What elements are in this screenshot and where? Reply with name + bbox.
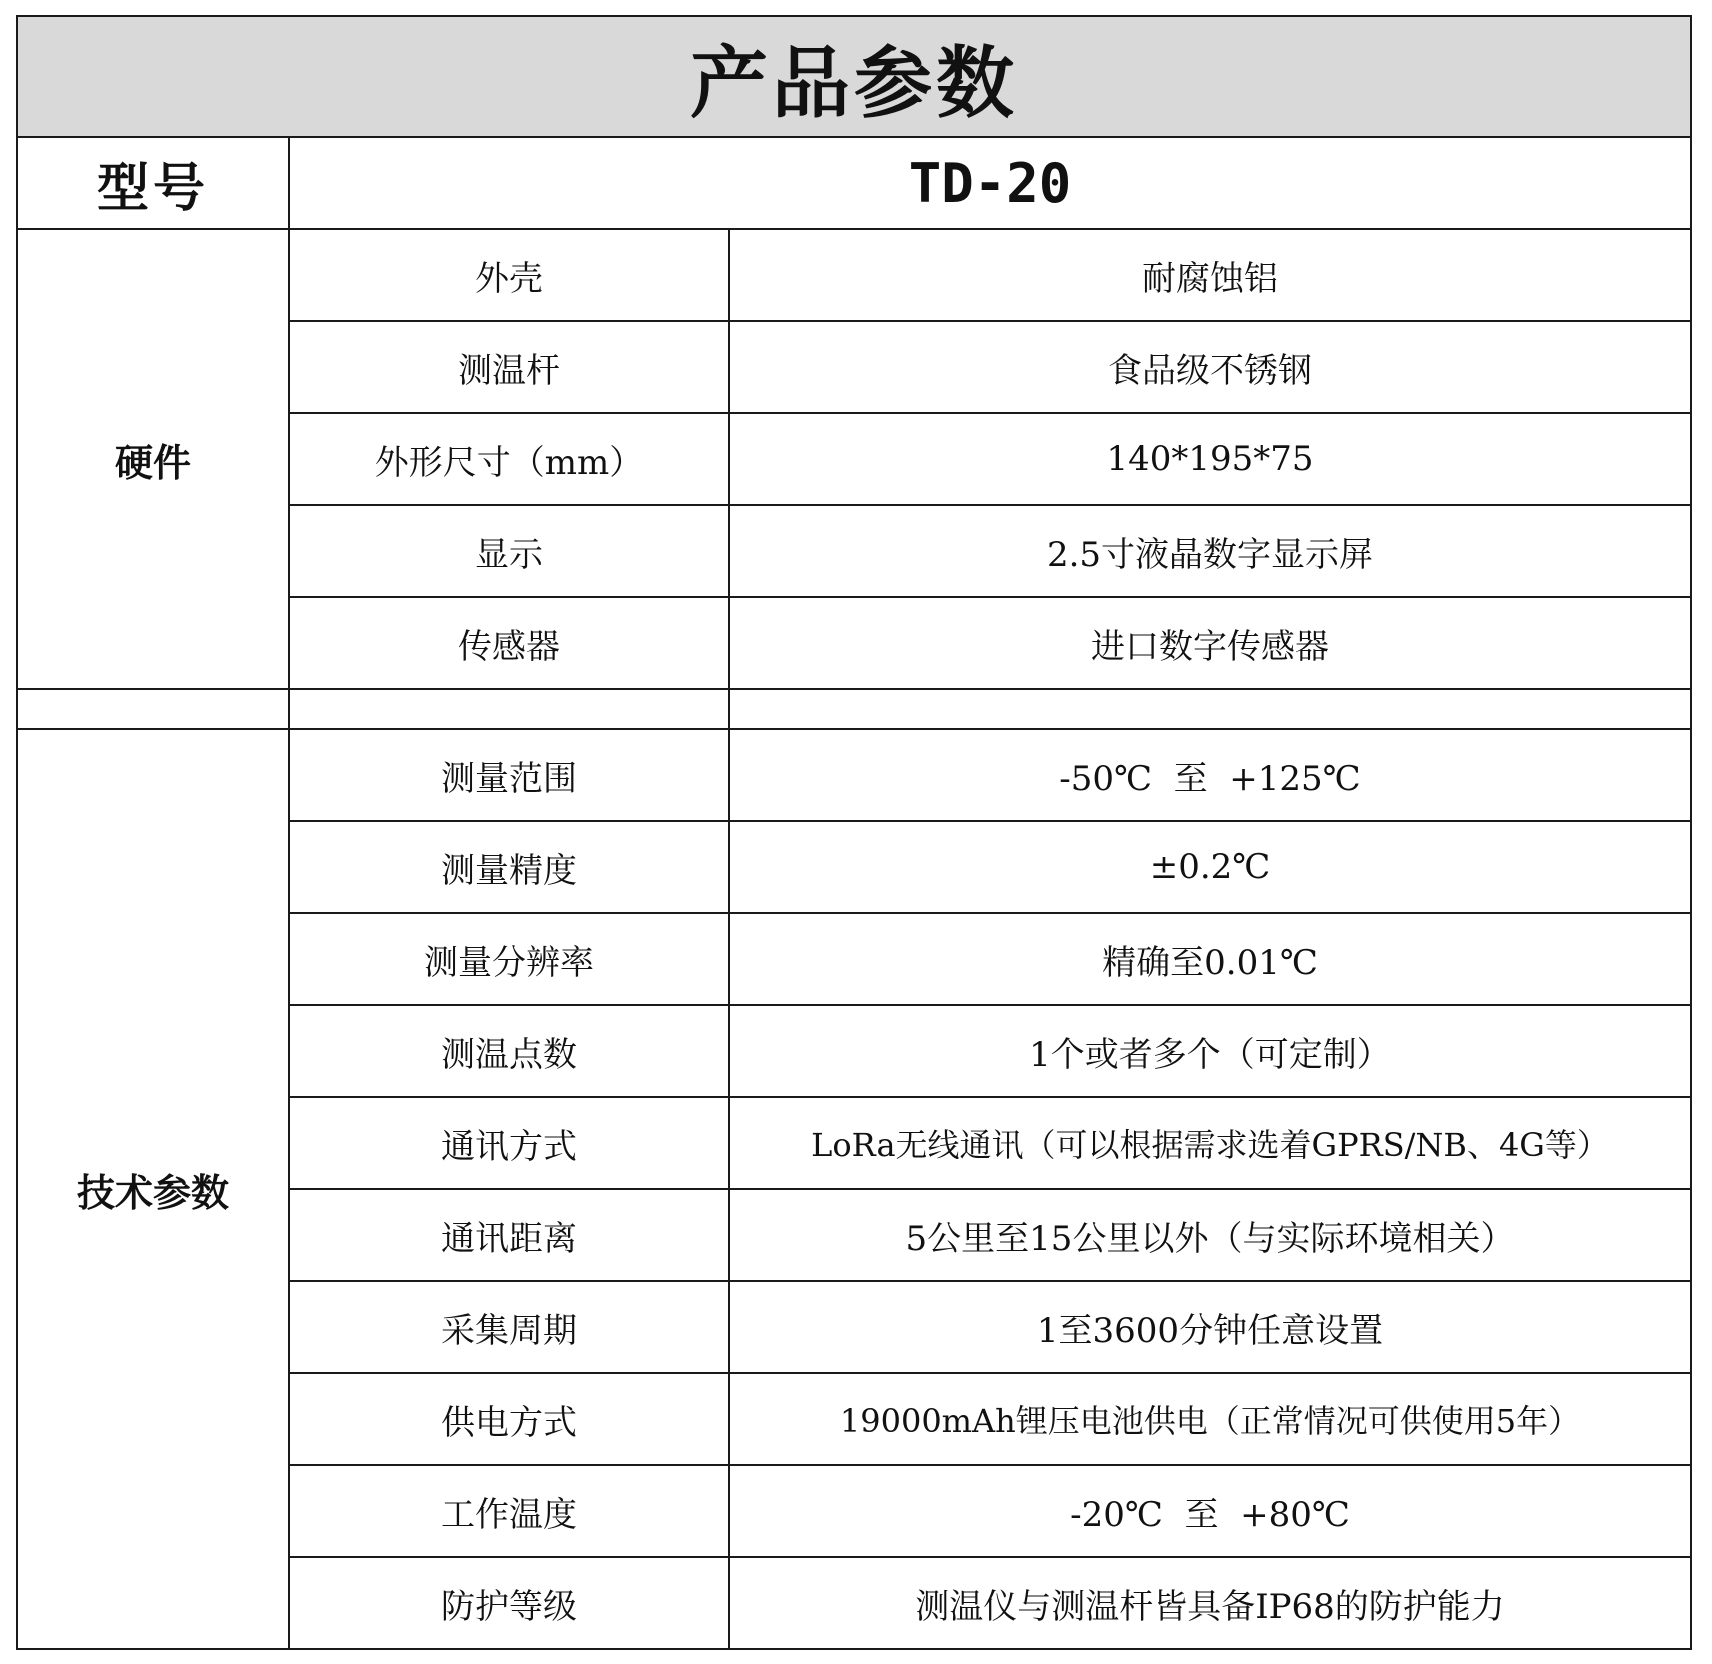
product-spec-table	[16, 15, 1692, 1650]
param-value: 耐腐蚀铝	[729, 229, 1691, 321]
empty-cell	[729, 689, 1691, 729]
param-name: 供电方式	[289, 1373, 729, 1465]
model-label: 型号	[17, 137, 289, 229]
param-value: LoRa无线通讯（可以根据需求选着GPRS/NB、4G等）	[729, 1097, 1691, 1189]
param-name: 采集周期	[289, 1281, 729, 1373]
table-row	[17, 229, 1691, 321]
param-name: 测量范围	[289, 729, 729, 821]
param-name: 工作温度	[289, 1465, 729, 1557]
table-title: 产品参数	[17, 16, 1691, 137]
param-value: 进口数字传感器	[729, 597, 1691, 689]
param-value: 1至3600分钟任意设置	[729, 1281, 1691, 1373]
param-name: 通讯方式	[289, 1097, 729, 1189]
title-row	[17, 16, 1691, 137]
model-row	[17, 137, 1691, 229]
group-label-hardware: 硬件	[17, 229, 289, 689]
param-name: 测量精度	[289, 821, 729, 913]
group-label-technical: 技术参数	[17, 729, 289, 1649]
spacer-row	[17, 689, 1691, 729]
empty-cell	[289, 689, 729, 729]
param-name: 外形尺寸（mm）	[289, 413, 729, 505]
param-name: 显示	[289, 505, 729, 597]
param-value: 1个或者多个（可定制）	[729, 1005, 1691, 1097]
param-value: 5公里至15公里以外（与实际环境相关）	[729, 1189, 1691, 1281]
param-name: 测温点数	[289, 1005, 729, 1097]
param-value: ±0.2℃	[729, 821, 1691, 913]
param-name: 测温杆	[289, 321, 729, 413]
empty-cell	[17, 689, 289, 729]
model-value: TD-20	[289, 137, 1691, 229]
param-value: -50℃ 至 +125℃	[729, 729, 1691, 821]
param-name: 传感器	[289, 597, 729, 689]
param-value: -20℃ 至 +80℃	[729, 1465, 1691, 1557]
param-name: 测量分辨率	[289, 913, 729, 1005]
param-name: 通讯距离	[289, 1189, 729, 1281]
param-name: 防护等级	[289, 1557, 729, 1649]
param-value: 2.5寸液晶数字显示屏	[729, 505, 1691, 597]
param-value: 19000mAh锂压电池供电（正常情况可供使用5年）	[729, 1373, 1691, 1465]
param-value: 测温仪与测温杆皆具备IP68的防护能力	[729, 1557, 1691, 1649]
param-value: 精确至0.01℃	[729, 913, 1691, 1005]
param-name: 外壳	[289, 229, 729, 321]
param-value: 140*195*75	[729, 413, 1691, 505]
param-value: 食品级不锈钢	[729, 321, 1691, 413]
table-row	[17, 729, 1691, 821]
